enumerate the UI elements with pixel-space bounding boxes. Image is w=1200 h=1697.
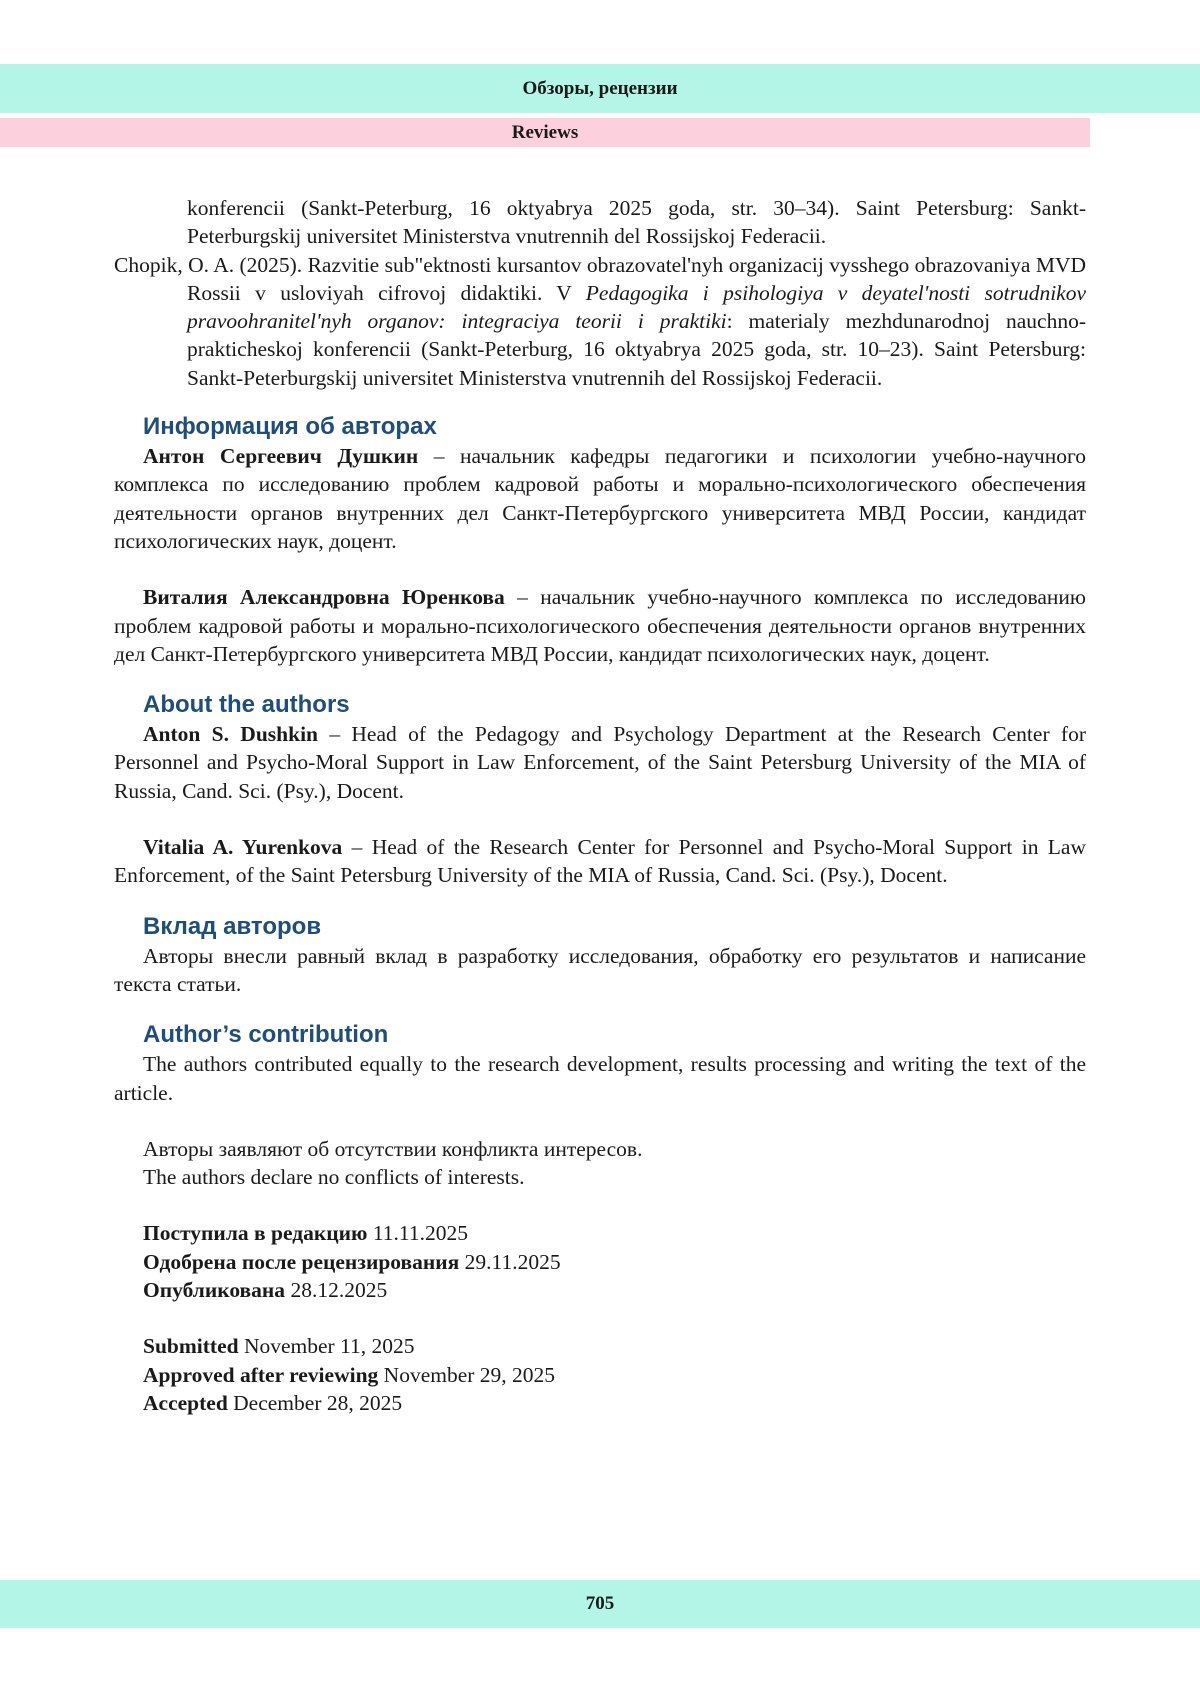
date-submitted-ru-label: Поступила в редакцию bbox=[143, 1221, 368, 1246]
reference-chopik-title: Pedagogika i psihologiya v deyatel'nosti sotrudnikov pravoohranitel'nyh organov: integraciya teorii i praktiki bbox=[187, 280, 1087, 334]
page-content bbox=[114, 194, 1086, 1417]
date-submitted-en-label: Submitted bbox=[143, 1334, 239, 1359]
heading-contribution-ru: Вклад авторов bbox=[143, 912, 322, 940]
reference-chopik bbox=[114, 251, 1086, 392]
heading-authors-en: About the authors bbox=[143, 691, 350, 719]
date-published-ru-value: 28.12.2025 bbox=[285, 1278, 388, 1303]
reference-chopik-end: : materialy mezhdunarodnoj nauchno-prakticheskoj konferencii (Sankt-Peterburg, 16 oktyabrya 2025 goda, str. 10–23). Saint Petersburg: Sankt-Peterburgskij universitet Ministerstva vnutrennih del Rossijskoj Federacii. bbox=[187, 309, 1086, 390]
conflict-statement-en: The authors declare no conflicts of interests. bbox=[143, 1165, 525, 1190]
date-submitted-en-value: November 11, 2025 bbox=[238, 1334, 415, 1359]
author2-ru bbox=[114, 583, 1086, 668]
author2-en bbox=[114, 833, 1086, 890]
contribution-ru-text: Авторы внесли равный вклад в разработку исследования, обработку его результатов и написание текста статьи. bbox=[114, 943, 1086, 996]
heading-authors-ru: Информация об авторах bbox=[143, 413, 437, 441]
contribution-en-text: The authors contributed equally to the research development, results processing and writing the text of the article. bbox=[114, 1052, 1086, 1105]
section-header-ru: Обзоры, рецензии bbox=[0, 64, 1200, 113]
author2-ru-text: – начальник учебно-научного комплекса по исследованию проблем кадровой работы и морально-психологического обеспечения деятельности органов внутренних дел Санкт-Петербургского университета МВД России, кандидат психологических наук, доцент. bbox=[114, 585, 1086, 666]
page-number: 705 bbox=[0, 1580, 1200, 1628]
reference-chopik-start: Chopik, O. A. (2025). Razvitie sub"ektnosti kursantov obrazovatel'nyh organizacij vysshego obrazovaniya MVD Rossii v usloviyah cifrovoj didaktiki. V bbox=[114, 252, 1086, 305]
author1-ru-name: Антон Сергеевич Душкин bbox=[143, 444, 419, 469]
date-approved-en-label: Approved after reviewing bbox=[143, 1362, 379, 1387]
reference-continuation: konferencii (Sankt-Peterburg, 16 oktyabrya 2025 goda, str. 30–34). Saint Petersburg: Sankt-Peterburgskij universitet Ministerstva vnutrennih del Rossijskoj Federacii. bbox=[187, 196, 1086, 249]
date-published-ru-label: Опубликована bbox=[143, 1278, 286, 1303]
date-approved-ru-value: 29.11.2025 bbox=[459, 1249, 561, 1274]
date-accepted-en-value: December 28, 2025 bbox=[227, 1390, 403, 1415]
author1-ru-text: – начальник кафедры педагогики и психологии учебно-научного комплекса по исследованию проблем кадровой работы и морально-психологического обеспечения деятельности органов внутренних дел Санкт-Петербургского университета МВД России, кандидат психологических наук, доцент. bbox=[114, 444, 1086, 553]
heading-contribution-en: Author’s contribution bbox=[143, 1021, 389, 1049]
date-approved-ru-label: Одобрена после рецензирования bbox=[143, 1249, 460, 1274]
section-header-en: Reviews bbox=[0, 118, 1090, 147]
author2-ru-name: Виталия Александровна Юренкова bbox=[143, 585, 505, 610]
date-accepted-en bbox=[114, 1389, 1086, 1417]
author2-en-text: – Head of the Research Center for Personnel and Psycho-Moral Support in Law Enforcement, of the Saint Petersburg University of the MIA of Russia, Cand. Sci. (Psy.), Docent. bbox=[114, 835, 1087, 888]
date-approved-en bbox=[114, 1361, 1086, 1389]
author1-en bbox=[114, 720, 1086, 805]
date-submitted-en bbox=[114, 1332, 1086, 1360]
author2-en-name: Vitalia A. Yurenkova bbox=[143, 835, 343, 860]
author1-en-text: – Head of the Pedagogy and Psychology Department at the Research Center for Personnel and Psycho-Moral Support in Law Enforcement, of the Saint Petersburg University of the MIA of Russia, Cand. Sci. (Psy.), Docent. bbox=[114, 722, 1086, 803]
date-approved-ru bbox=[114, 1248, 1086, 1276]
date-published-ru bbox=[114, 1276, 1086, 1304]
author1-en-name: Anton S. Dushkin bbox=[143, 722, 319, 747]
author1-ru bbox=[114, 442, 1086, 555]
conflict-statement-ru: Авторы заявляют об отсутствии конфликта интересов. bbox=[143, 1136, 643, 1161]
date-accepted-en-label: Accepted bbox=[143, 1390, 228, 1415]
date-submitted-ru bbox=[114, 1219, 1086, 1247]
date-approved-en-value: November 29, 2025 bbox=[378, 1362, 556, 1387]
date-submitted-ru-value: 11.11.2025 bbox=[367, 1221, 468, 1246]
